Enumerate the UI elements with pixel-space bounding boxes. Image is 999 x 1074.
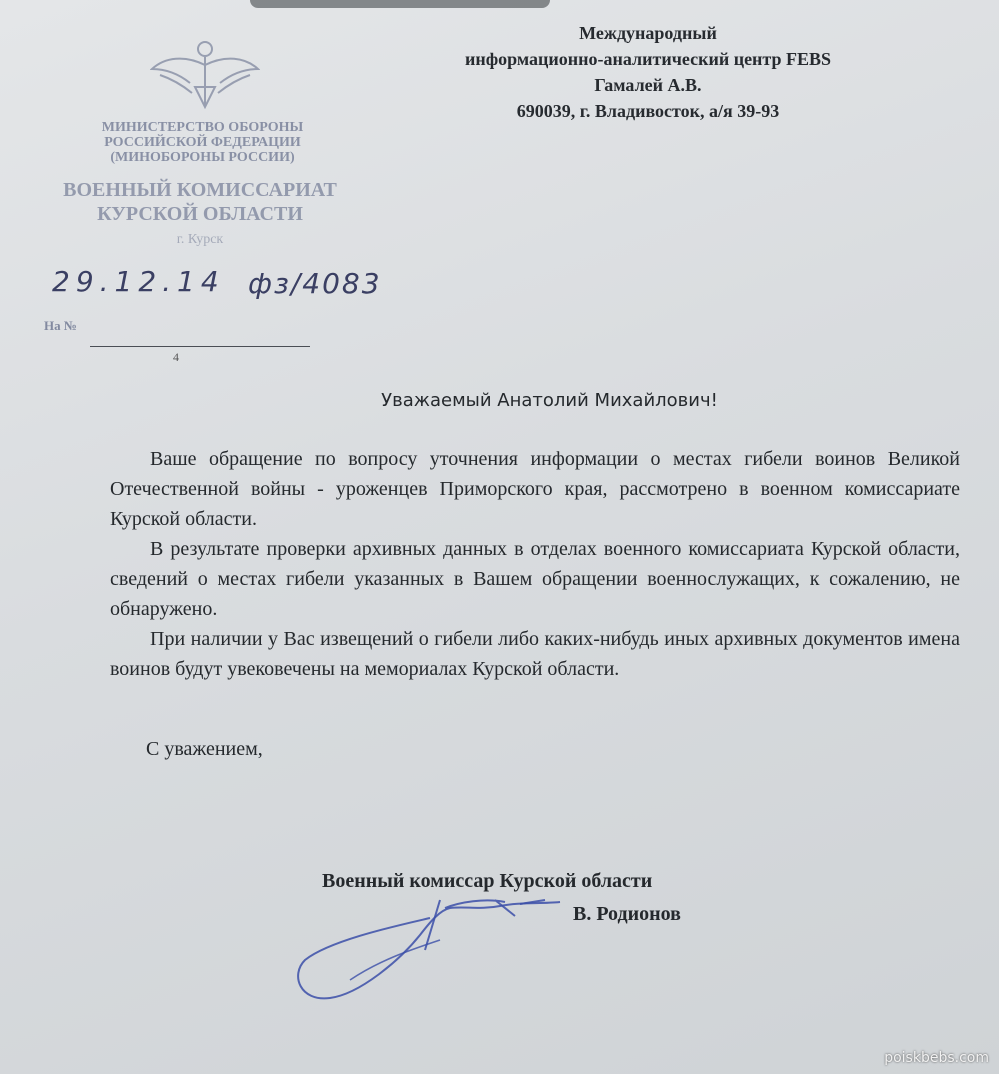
letter-paragraph-3: При наличии у Вас извещений о гибели либо каких-нибудь иных архивных документов имена воинов будут увековечены на мемориалах Курской области. [110, 628, 960, 680]
registration-date: 29.12.14 [52, 265, 225, 298]
letter-paragraph-2: В результате проверки архивных данных в отделах военного комиссариата Курской области, сведений о местах гибели указанных в Вашем обращении военнослужащих, к сожалению, не обнаружено. [110, 538, 960, 620]
stamp-city: г. Курск [176, 232, 224, 247]
handwritten-signature-icon [290, 880, 590, 1020]
addressee-line-2: информационно-аналитический центр FEBS [464, 49, 832, 69]
letter-closing: С уважением, [146, 738, 263, 760]
stamp-org-line-3: (МИНОБОРОНЫ РОССИИ) [110, 150, 295, 165]
reference-number-label: На № [44, 318, 77, 333]
reference-number-sub: 4 [173, 350, 179, 364]
stamp-org-line-2: РОССИЙСКОЙ ФЕДЕРАЦИИ [104, 135, 301, 150]
stamp-ministry-text [75, 120, 330, 165]
addressee-line-3: Гамалей А.В. [594, 75, 702, 95]
stamp-commissariat-text [60, 178, 340, 226]
stamp-unit-line-2: КУРСКОЙ ОБЛАСТИ [97, 203, 303, 225]
letter-salutation: Уважаемый Анатолий Михайлович! [381, 390, 718, 411]
stamp-org-line-1: МИНИСТЕРСТВО ОБОРОНЫ [101, 120, 304, 135]
addressee-line-1: Международный [579, 23, 717, 43]
paper-clip-shadow [250, 0, 550, 8]
addressee-block [395, 20, 901, 124]
letter-body [110, 444, 960, 684]
signer-name: В. Родионов [573, 903, 681, 925]
site-watermark: poiskbebs.com [884, 1050, 989, 1066]
signer-title: Военный комиссар Курской области [322, 870, 653, 892]
official-stamp [55, 30, 345, 370]
registration-number: фз/4083 [248, 267, 382, 300]
addressee-line-4: 690039, г. Владивосток, а/я 39-93 [516, 101, 780, 121]
stamp-unit-line-1: ВОЕННЫЙ КОМИССАРИАТ [63, 179, 337, 201]
double-headed-eagle-emblem-icon [150, 35, 260, 115]
reference-number-line [90, 346, 310, 347]
letter-paragraph-1: Ваше обращение по вопросу уточнения информации о местах гибели воинов Великой Отечественной войны - уроженцев Приморского края, рассмотрено в военном комиссариате Курской области. [110, 448, 960, 530]
